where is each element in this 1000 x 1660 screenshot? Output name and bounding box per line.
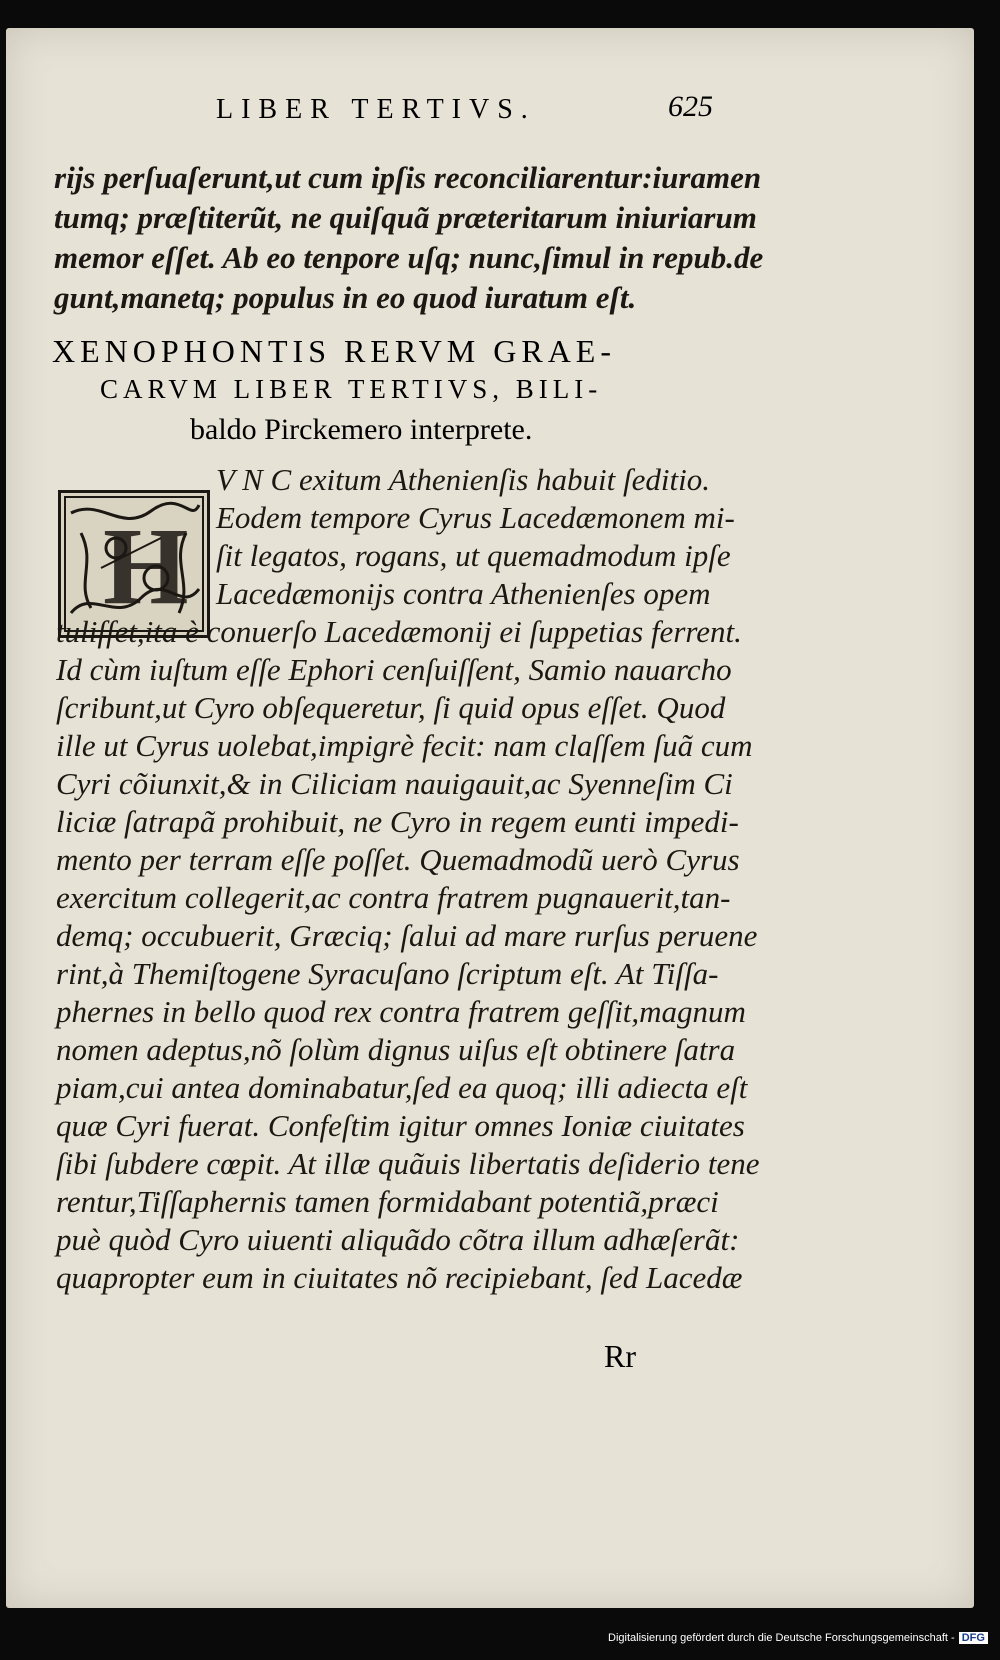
- text-line: quapropter eum in ciuitates nõ recipiebant, ſed Lacedæ: [56, 1260, 743, 1295]
- running-head: LIBER TERTIVS.: [216, 94, 536, 125]
- text-line: ſibi ſubdere cœpit. At illæ quãuis libertatis deſiderio tene: [56, 1146, 760, 1181]
- text-line: piam,cui antea dominabatur,ſed ea quoq; illi adiecta eſt: [56, 1070, 748, 1105]
- text-line: rijs perſuaſerunt,ut cum ipſis reconciliarentur:iuramen: [54, 160, 762, 195]
- text-line: gunt,manetq; populus in eo quod iuratum eſt.: [54, 280, 637, 315]
- signature-mark: Rr: [604, 1338, 636, 1374]
- text-line: mento per terram eſſe poſſet. Quemadmodũ uerò Cyrus: [56, 842, 740, 877]
- text-line: Id cùm iuſtum eſſe Ephori cenſuiſſent, Samio nauarcho: [56, 652, 732, 687]
- title-line: CARVM LIBER TERTIVS, BILI-: [100, 374, 603, 404]
- text-line: rentur,Tiſſaphernis tamen formidabant potentiã,præci: [56, 1184, 719, 1219]
- text-line: demq; occubuerit, Græciq; ſalui ad mare rurſus peruene: [56, 918, 758, 953]
- title-line: baldo Pirckemero interprete.: [190, 413, 533, 446]
- page-header: [6, 90, 974, 144]
- text-line: quæ Cyri fuerat. Confeſtim igitur omnes Ioniæ ciuitates: [56, 1108, 745, 1143]
- credit-text: Digitalisierung gefördert durch die Deutsche Forschungsgemeinschaft -: [608, 1632, 955, 1644]
- title-line: XENOPHONTIS RERVM GRAE-: [52, 333, 616, 369]
- text-line: Eodem tempore Cyrus Lacedæmonem mi-: [216, 500, 735, 535]
- text-line: liciæ ſatrapã prohibuit, ne Cyro in regem eunti impedi-: [56, 804, 739, 839]
- text-line: phernes in bello quod rex contra fratrem geſſit,magnum: [56, 994, 746, 1029]
- text-line: puè quòd Cyro uiuenti aliquãdo cõtra illum adhæſerãt:: [56, 1222, 740, 1257]
- text-line: ſcribunt,ut Cyro obſequeretur, ſi quid opus eſſet. Quod: [56, 690, 726, 725]
- text-line: V N C exitum Athenienſis habuit ſeditio.: [216, 462, 710, 497]
- text-line: nomen adeptus,nõ ſolùm dignus uiſus eſt obtinere ſatra: [56, 1032, 736, 1067]
- text-line: rint,à Themiſtogene Syracuſano ſcriptum eſt. At Tiſſa-: [56, 956, 719, 991]
- text-line: Cyri cõiunxit,& in Ciliciam nauigauit,ac Syenneſim Ci: [56, 766, 733, 801]
- text-line: ille ut Cyrus uolebat,impigrè fecit: nam claſſem ſuã cum: [56, 728, 753, 763]
- book-page: [6, 28, 974, 1608]
- text-line: exercitum collegerit,ac contra fratrem pugnauerit,tan-: [56, 880, 731, 915]
- text-line: tumq; præſtiterũt, ne quiſquã præteritarum iniuriarum: [54, 200, 757, 235]
- text-line: tuliſſet,ita è conuerſo Lacedæmonij ei ſuppetias ferrent.: [56, 614, 742, 649]
- digitization-credit: [608, 1632, 988, 1644]
- initial-letter: H: [103, 505, 189, 627]
- text-line: Lacedæmonijs contra Athenienſes opem: [216, 576, 711, 611]
- text-line: ſit legatos, rogans, ut quemadmodum ipſe: [216, 538, 731, 573]
- dfg-logo: DFG: [959, 1632, 988, 1644]
- page-number: 625: [668, 90, 713, 123]
- text-line: memor eſſet. Ab eo tenpore uſq; nunc,ſimul in repub.de: [54, 240, 764, 275]
